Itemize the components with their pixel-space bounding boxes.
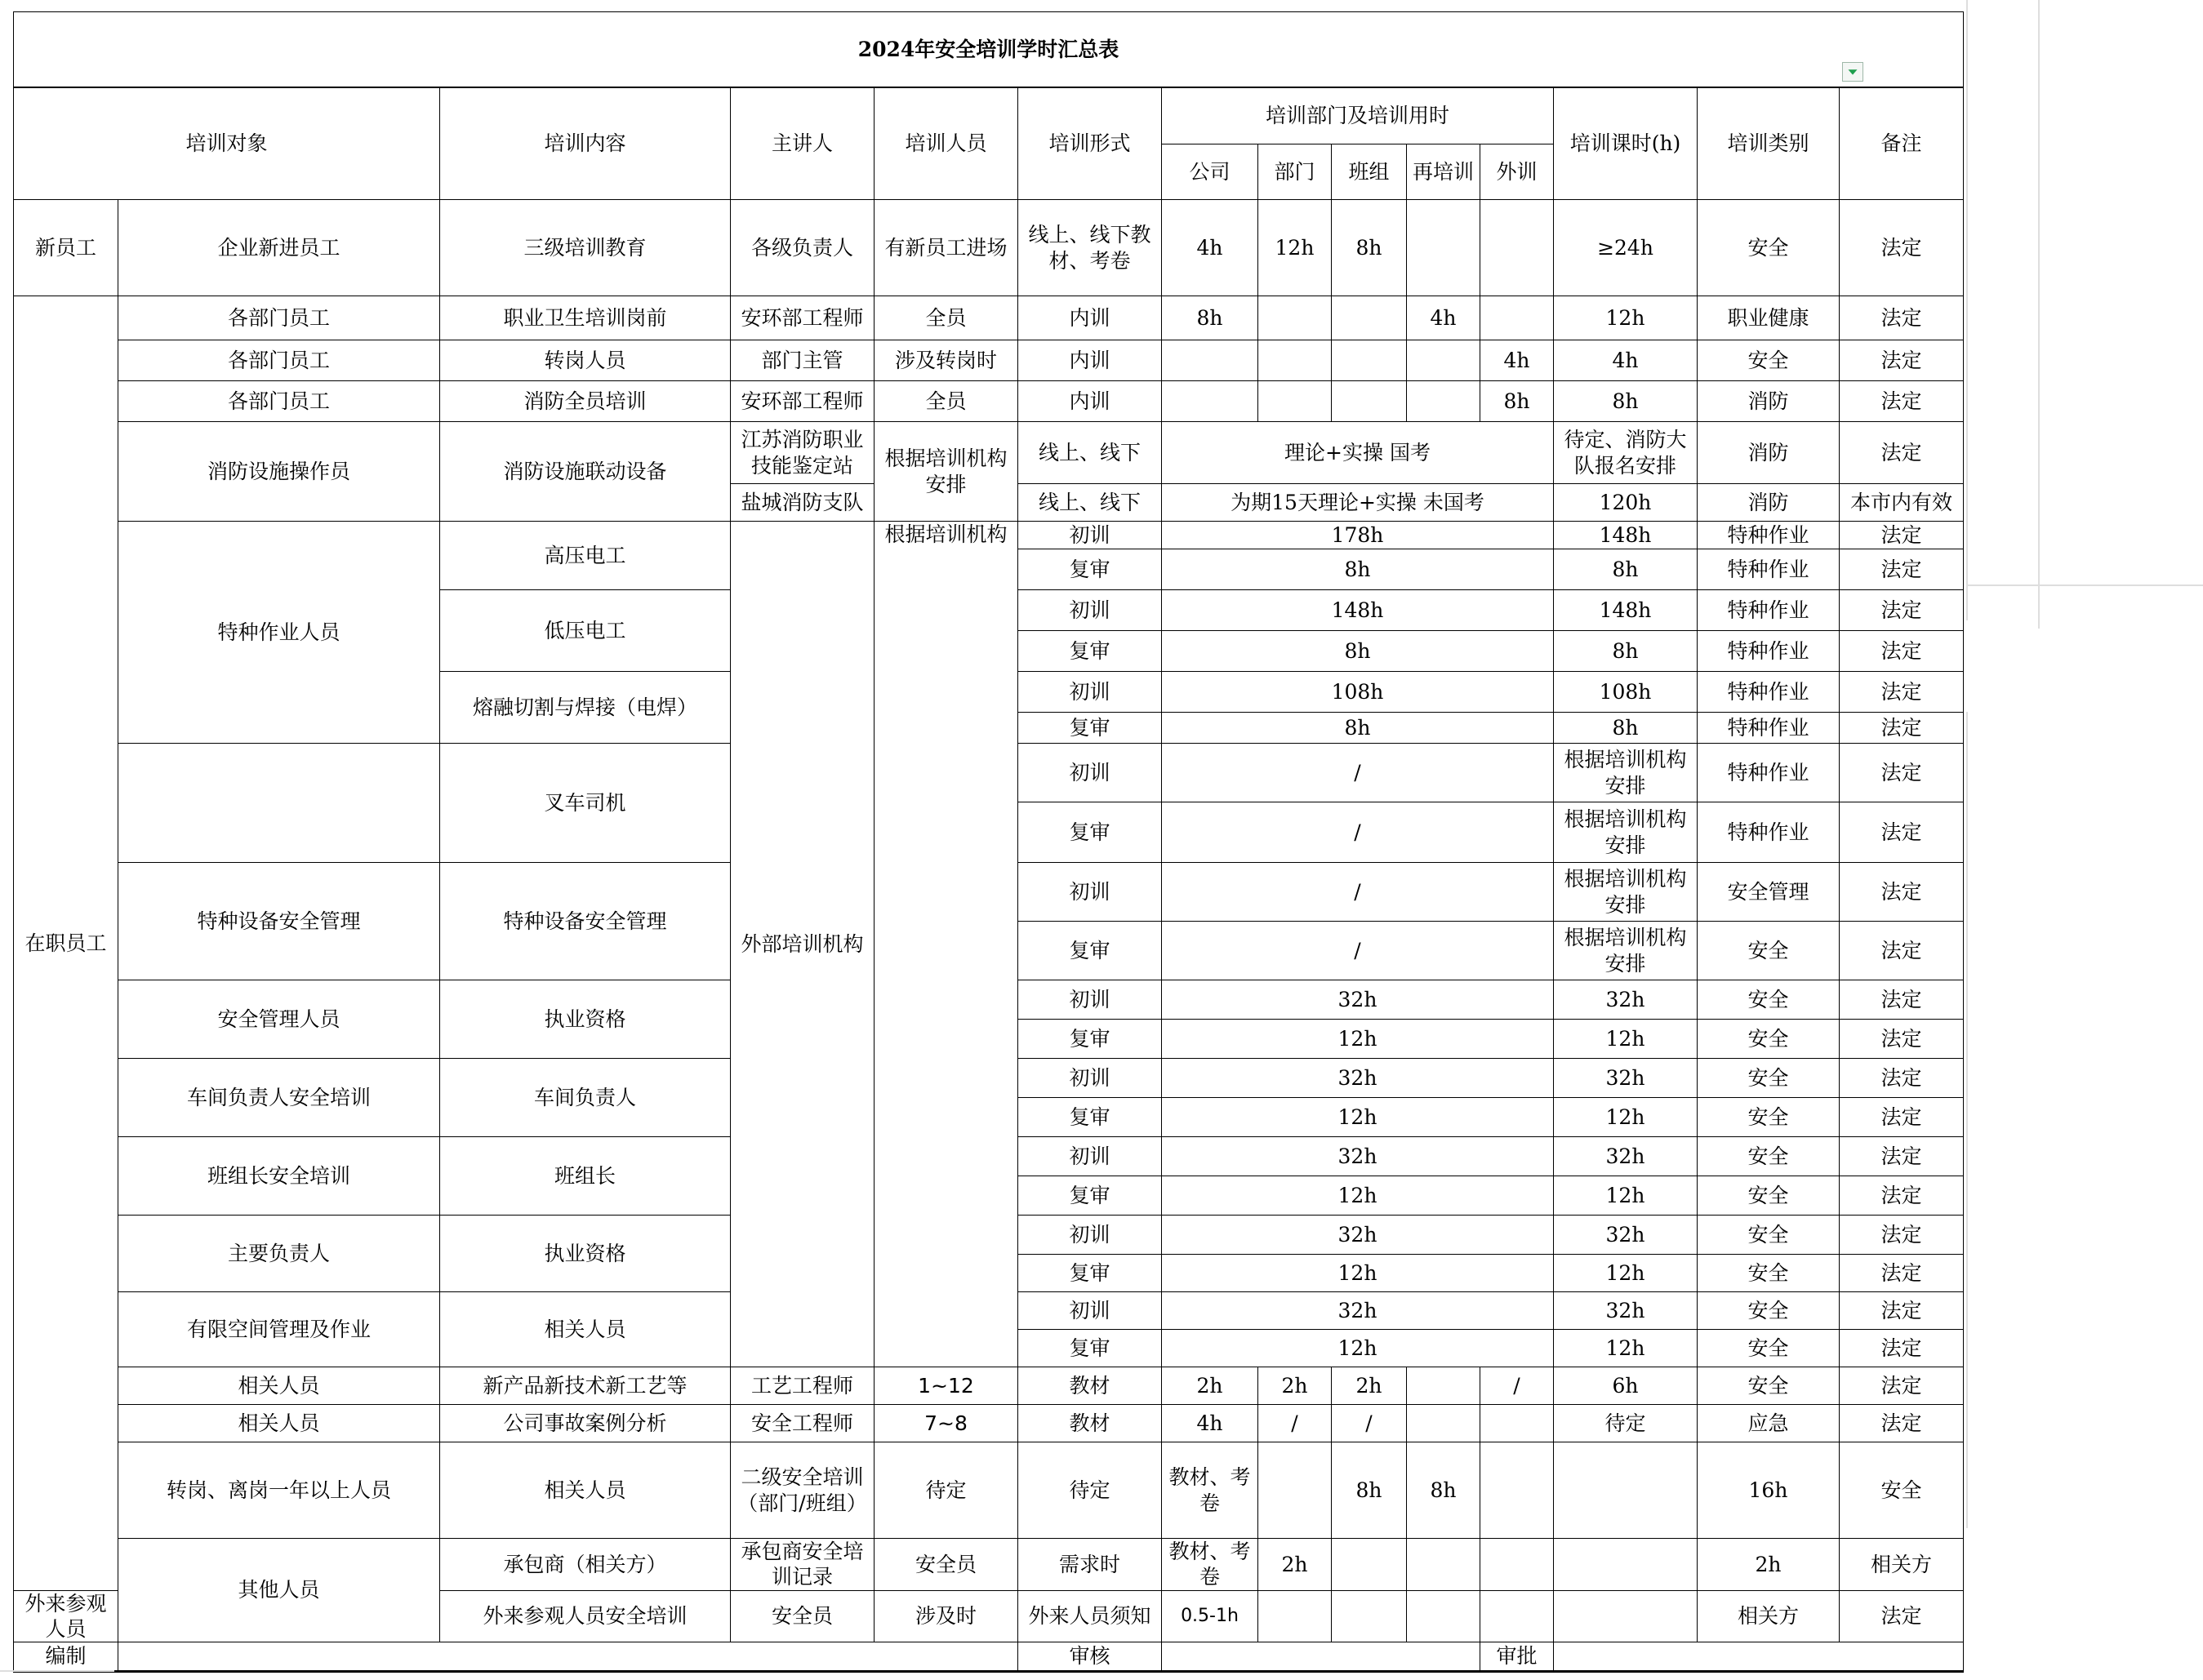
cell-form: 复审 [1018,1020,1162,1059]
cell-external [1480,296,1554,340]
table-row [14,340,1964,381]
cell-target: 有限空间管理及作业 [118,1292,440,1367]
cell-dept [1258,340,1332,381]
cell-category: 消防 [1698,484,1840,522]
cell-company [1162,340,1258,381]
cell-external: / [1480,1367,1554,1405]
cell-team: 8h [1332,200,1407,296]
cell-form: 初训 [1018,1292,1162,1330]
cell-dept-time: 理论+实操 国考 [1162,422,1554,484]
cell-dept-time: 12h [1162,1330,1554,1367]
cell-remark: 法定 [1840,381,1964,422]
cell-remark: 法定 [1840,1330,1964,1367]
table-title [14,12,1964,87]
cell-hours: 12h [1554,1020,1698,1059]
cell-dept-time: 108h [1162,672,1554,713]
cell-external [1554,1442,1698,1539]
reviewed-value[interactable] [1162,1642,1480,1672]
cell-lecturer: 安全工程师 [731,1405,875,1442]
cell-hours: 8h [1554,549,1698,590]
cell-remark: 法定 [1840,1590,1964,1642]
cell-form: 初训 [1018,1137,1162,1176]
cell-category: 安全 [1698,1216,1840,1255]
cell-target: 班组长安全培训 [118,1137,440,1216]
header-category: 培训类别 [1698,87,1840,200]
cell-target: 相关人员 [118,1367,440,1405]
cell-remark: 法定 [1840,1176,1964,1216]
cell-dept [1332,1539,1407,1591]
cell-hours: 根据培训机构安排 [1554,863,1698,922]
cell-target: 各部门员工 [118,296,440,340]
cell-dept-time: / [1162,802,1554,863]
cell-content: 高压电工 [440,522,731,590]
cell-trainees: 涉及时 [875,1590,1018,1642]
cell-form: 初训 [1018,744,1162,802]
cell-target: 安全管理人员 [118,980,440,1059]
cell-category: 安全管理 [1698,863,1840,922]
cell-content: 班组长 [440,1137,731,1216]
cell-content: 执业资格 [440,1216,731,1292]
cell-retrain: 4h [1407,296,1480,340]
cell-external [1480,1590,1554,1642]
cell-form: 复审 [1018,1330,1162,1367]
cell-form: 复审 [1018,549,1162,590]
cell-lecturer: 部门主管 [731,340,875,381]
cell-team [1332,381,1407,422]
cell-form: 复审 [1018,713,1162,744]
header-content: 培训内容 [440,87,731,200]
cell-team: 2h [1332,1367,1407,1405]
cell-hours: 4h [1554,340,1698,381]
table-row [14,381,1964,422]
header-dept-time: 培训部门及培训用时 [1162,87,1554,144]
cell-form: 内训 [1018,381,1162,422]
gridline [1966,0,1968,620]
cell-target: 各部门员工 [118,381,440,422]
cell-hours: 2h [1698,1539,1840,1591]
cell-form: 教材、考卷 [1162,1442,1258,1539]
cell-hours: 32h [1554,980,1698,1020]
cell-content: 执业资格 [440,980,731,1059]
cell-target: 承包商（相关方） [440,1539,731,1591]
cell-dept-time: 178h [1162,522,1554,549]
cell-dept [1258,296,1332,340]
dropdown-filter-icon[interactable] [1842,62,1863,82]
cell-dept: 8h [1332,1442,1407,1539]
cell-retrain [1407,340,1480,381]
cell-form: 复审 [1018,631,1162,672]
cell-remark: 法定 [1840,1059,1964,1098]
cell-external [1480,200,1554,296]
group-other: 其他人员 [118,1539,440,1642]
cell-content: 新产品新技术新工艺等 [440,1367,731,1405]
cell-category: 相关方 [1698,1590,1840,1642]
cell-external [1480,1405,1554,1442]
cell-form: 初训 [1018,1059,1162,1098]
prepared-label: 编制 [14,1642,118,1672]
cell-lecturer: 待定 [875,1442,1018,1539]
cell-hours: 32h [1554,1137,1698,1176]
cell-target: 相关人员 [440,1442,731,1539]
table-row [14,1442,1964,1539]
cell-category: 安全 [1698,922,1840,980]
cell-remark: 法定 [1840,1137,1964,1176]
cell-remark: 法定 [1840,1405,1964,1442]
header-target: 培训对象 [14,87,440,200]
cell-remark: 法定 [1840,980,1964,1020]
cell-hours: 待定 [1554,1405,1698,1442]
cell-lecturer: 江苏消防职业技能鉴定站 [731,422,875,484]
cell-form: 复审 [1018,1176,1162,1216]
cell-hours: 148h [1554,522,1698,549]
cell-content: 熔融切割与焊接（电焊） [440,672,731,744]
cell-lecturer: 安环部工程师 [731,296,875,340]
gridline [2038,0,2040,629]
cell-dept-time: 12h [1162,1020,1554,1059]
cell-content: 消防设施联动设备 [440,422,731,522]
cell-hours [1554,1590,1698,1642]
cell-category: 安全 [1698,340,1840,381]
cell-remark: 法定 [1840,590,1964,631]
cell-category: 消防 [1698,381,1840,422]
header-company: 公司 [1162,144,1258,200]
cell-hours: 根据培训机构安排 [1554,744,1698,802]
cell-dept-time: 32h [1162,1059,1554,1098]
cell-trainees: 需求时 [1018,1539,1162,1591]
cell-target: 特种作业人员 [118,522,440,744]
cell-dept: 12h [1258,200,1332,296]
cell-content: 消防全员培训 [440,381,731,422]
table-row [14,1539,1964,1591]
cell-remark: 法定 [1840,802,1964,863]
training-hours-table [13,11,1964,1673]
cell-category: 特种作业 [1698,672,1840,713]
cell-team [1407,1539,1480,1591]
cell-remark: 法定 [1840,200,1964,296]
cell-hours: 108h [1554,672,1698,713]
cell-dept-time: / [1162,863,1554,922]
approved-value[interactable] [1554,1642,1964,1672]
cell-trainees: 涉及转岗时 [875,340,1018,381]
cell-remark: 法定 [1840,744,1964,802]
cell-remark: 法定 [1840,1255,1964,1292]
cell-dept-time: 32h [1162,980,1554,1020]
cell-form: 内训 [1018,340,1162,381]
cell-target: 车间负责人安全培训 [118,1059,440,1137]
cell-target: 各部门员工 [118,340,440,381]
cell-team: / [1332,1405,1407,1442]
cell-content: 外来参观人员安全培训 [440,1590,731,1642]
cell-hours: 32h [1554,1292,1698,1330]
cell-team: 8h [1407,1442,1480,1539]
cell-target [118,744,440,863]
table-row [14,522,1964,549]
cell-hours: 6h [1554,1367,1698,1405]
cell-hours: 32h [1554,1216,1698,1255]
cell-category: 特种作业 [1698,631,1840,672]
cell-dept [1258,381,1332,422]
group-current: 在职员工 [14,296,118,1591]
cell-trainees: 全员 [875,296,1018,340]
header-dept: 部门 [1258,144,1332,200]
cell-content: 转岗人员 [440,340,731,381]
group-transfer: 转岗、离岗一年以上人员 [118,1442,440,1539]
cell-form: 外来人员须知 [1018,1590,1162,1642]
table-row [14,200,1964,296]
cell-retrain [1407,1590,1480,1642]
cell-category: 安全 [1698,200,1840,296]
gridline [1966,584,2203,586]
cell-category: 安全 [1698,1176,1840,1216]
cell-trainees: 根据培训机构 [875,522,1018,1367]
cell-form: 教材 [1018,1405,1162,1442]
group-new: 新员工 [14,200,118,296]
cell-remark: 法定 [1840,1098,1964,1137]
cell-trainees: 7~8 [875,1405,1018,1442]
cell-hours: 12h [1554,296,1698,340]
header-trainees: 培训人员 [875,87,1018,200]
header-form: 培训形式 [1018,87,1162,200]
cell-hours: 32h [1554,1059,1698,1098]
cell-content: 承包商安全培训记录 [731,1539,875,1591]
signature-row [14,1642,1964,1672]
header-lecturer: 主讲人 [731,87,875,200]
cell-retrain [1407,381,1480,422]
table-row [14,1405,1964,1442]
cell-content: 特种设备安全管理 [440,863,731,980]
cell-target: 外来参观人员 [14,1590,118,1642]
cell-content: 二级安全培训（部门/班组） [731,1442,875,1539]
cell-category: 特种作业 [1698,549,1840,590]
cell-form: 初训 [1018,863,1162,922]
cell-hours: 12h [1554,1098,1698,1137]
cell-external: 8h [1480,381,1554,422]
cell-category: 特种作业 [1698,802,1840,863]
cell-remark: 法定 [1840,522,1964,549]
cell-team [1332,1590,1407,1642]
cell-category: 消防 [1698,422,1840,484]
cell-content: 叉车司机 [440,744,731,863]
cell-remark: 法定 [1840,922,1964,980]
cell-dept-time: 12h [1162,1176,1554,1216]
cell-dept: 2h [1258,1367,1332,1405]
cell-form: 内训 [1018,296,1162,340]
cell-remark: 法定 [1840,340,1964,381]
header-row [14,87,1964,144]
cell-dept-time: 12h [1162,1255,1554,1292]
cell-remark: 法定 [1840,1020,1964,1059]
cell-company: 8h [1162,296,1258,340]
header-external: 外训 [1480,144,1554,200]
table-title-text: 2024年安全培训学时汇总表 [857,37,1119,61]
cell-category: 安全 [1698,980,1840,1020]
cell-category: 安全 [1698,1330,1840,1367]
cell-external: 4h [1480,340,1554,381]
cell-hours: 8h [1554,631,1698,672]
cell-category: 相关方 [1840,1539,1964,1591]
cell-category: 特种作业 [1698,590,1840,631]
cell-remark: 法定 [1840,296,1964,340]
cell-company [1258,1442,1332,1539]
cell-company: 2h [1162,1367,1258,1405]
cell-target: 相关人员 [118,1405,440,1442]
header-remark: 备注 [1840,87,1964,200]
cell-trainees: 1~12 [875,1367,1018,1405]
cell-lecturer: 工艺工程师 [731,1367,875,1405]
cell-form: 复审 [1018,802,1162,863]
cell-content: 低压电工 [440,590,731,672]
table-row [14,1367,1964,1405]
cell-lecturer: 安全员 [875,1539,1018,1591]
cell-category: 安全 [1698,1292,1840,1330]
cell-hours: 根据培训机构安排 [1554,922,1698,980]
cell-remark: 法定 [1840,1367,1964,1405]
cell-category: 特种作业 [1698,522,1840,549]
prepared-value[interactable] [118,1642,1018,1672]
cell-hours: 16h [1698,1442,1840,1539]
cell-hours: 120h [1554,484,1698,522]
cell-remark: 法定 [1840,631,1964,672]
cell-target: 主要负责人 [118,1216,440,1292]
cell-team [1332,296,1407,340]
cell-retrain [1407,200,1480,296]
cell-lecturer: 各级负责人 [731,200,875,296]
cell-dept-time: 148h [1162,590,1554,631]
cell-category: 特种作业 [1698,744,1840,802]
cell-hours: 12h [1554,1255,1698,1292]
cell-dept: / [1258,1405,1332,1442]
cell-team [1332,340,1407,381]
cell-form: 初训 [1018,522,1162,549]
cell-dept-time: 32h [1162,1292,1554,1330]
cell-form: 线上、线下 [1018,484,1162,522]
cell-dept [1258,1590,1332,1642]
cell-content: 相关人员 [440,1292,731,1367]
cell-remark: 法定 [1840,1216,1964,1255]
approved-label: 审批 [1480,1642,1554,1672]
cell-form: 线上、线下 [1018,422,1162,484]
table-row [14,422,1964,484]
cell-form: 复审 [1018,922,1162,980]
cell-dept-time: 12h [1162,1098,1554,1137]
cell-target: 消防设施操作员 [118,422,440,522]
cell-form: 初训 [1018,590,1162,631]
cell-company: 2h [1258,1539,1332,1591]
cell-hours: 12h [1554,1330,1698,1367]
cell-category: 安全 [1698,1137,1840,1176]
cell-lecturer: 外部培训机构 [731,522,875,1367]
cell-form: 复审 [1018,1255,1162,1292]
cell-category: 安全 [1698,1020,1840,1059]
header-team: 班组 [1332,144,1407,200]
cell-company [1162,381,1258,422]
cell-form: 教材 [1018,1367,1162,1405]
cell-trainees: 有新员工进场 [875,200,1018,296]
cell-retrain [1480,1539,1554,1591]
cell-company: 0.5-1h [1162,1590,1258,1642]
cell-form: 初训 [1018,980,1162,1020]
cell-dept-time: 8h [1162,631,1554,672]
cell-lecturer: 安环部工程师 [731,381,875,422]
cell-lecturer: 盐城消防支队 [731,484,875,522]
cell-retrain [1480,1442,1554,1539]
cell-retrain [1407,1367,1480,1405]
cell-hours: ≥24h [1554,200,1698,296]
header-hours: 培训课时(h) [1554,87,1698,200]
cell-remark: 法定 [1840,672,1964,713]
cell-remark: 法定 [1840,863,1964,922]
header-retrain: 再培训 [1407,144,1480,200]
cell-trainees: 根据培训机构安排 [875,422,1018,522]
cell-hours: 148h [1554,590,1698,631]
reviewed-label: 审核 [1018,1642,1162,1672]
cell-retrain [1407,1405,1480,1442]
cell-external [1554,1539,1698,1591]
cell-content: 职业卫生培训岗前 [440,296,731,340]
table-row [14,296,1964,340]
cell-category: 应急 [1698,1405,1840,1442]
cell-hours: 8h [1554,381,1698,422]
cell-remark: 本市内有效 [1840,484,1964,522]
cell-dept-time: 为期15天理论+实操 未国考 [1162,484,1554,522]
cell-category: 特种作业 [1698,713,1840,744]
cell-form: 复审 [1018,1098,1162,1137]
cell-dept-time: 32h [1162,1216,1554,1255]
cell-category: 安全 [1698,1255,1840,1292]
cell-content: 公司事故案例分析 [440,1405,731,1442]
cell-dept-time: / [1162,744,1554,802]
spreadsheet-frame [13,11,1964,1673]
cell-content: 车间负责人 [440,1059,731,1137]
cell-remark: 法定 [1840,1292,1964,1330]
cell-dept-time: 32h [1162,1137,1554,1176]
cell-remark: 法定 [1840,422,1964,484]
cell-target: 企业新进员工 [118,200,440,296]
cell-lecturer: 安全员 [731,1590,875,1642]
cell-form: 初训 [1018,672,1162,713]
cell-target: 特种设备安全管理 [118,863,440,980]
cell-trainees: 待定 [1018,1442,1162,1539]
cell-dept-time: / [1162,922,1554,980]
cell-form: 教材、考卷 [1162,1539,1258,1591]
cell-remark: 法定 [1840,549,1964,590]
cell-dept-time: 8h [1162,713,1554,744]
cell-dept-time: 8h [1162,549,1554,590]
cell-category: 安全 [1840,1442,1964,1539]
cell-hours: 根据培训机构安排 [1554,802,1698,863]
cell-category: 安全 [1698,1098,1840,1137]
cell-hours: 12h [1554,1176,1698,1216]
cell-company: 4h [1162,1405,1258,1442]
cell-remark: 法定 [1840,713,1964,744]
cell-category: 安全 [1698,1059,1840,1098]
cell-category: 安全 [1698,1367,1840,1405]
cell-trainees: 全员 [875,381,1018,422]
cell-hours: 8h [1554,713,1698,744]
cell-form: 线上、线下教材、考卷 [1018,200,1162,296]
cell-company: 4h [1162,200,1258,296]
gridline [1966,712,1968,1528]
cell-form: 初训 [1018,1216,1162,1255]
cell-category: 职业健康 [1698,296,1840,340]
cell-hours: 待定、消防大队报名安排 [1554,422,1698,484]
gridline [0,1670,114,1672]
cell-content: 三级培训教育 [440,200,731,296]
